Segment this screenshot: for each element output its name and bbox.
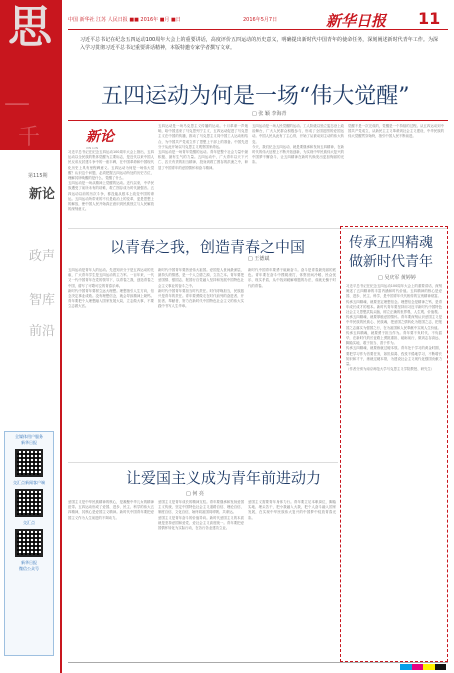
column-badge-sub: XIN LUN [86, 146, 99, 150]
color-bar-yellow [423, 664, 435, 670]
article-byline-4: □ 何 亮 [186, 491, 204, 497]
article-4-body-col-1 [68, 500, 154, 658]
paragraph: 习近平总书记在纪念五四运动100周年大会上的重要讲话，深刻阐述了五四精神的丰富内涵和时代价值。五四精神的核心是爱国、进步、民主、科学，是中国青年代代相传的宝贵精神财富。 [346, 284, 442, 299]
article-2-body-col-1 [68, 268, 154, 458]
article-1-body-col-1 [68, 150, 154, 226]
article-1-body-col-3 [252, 124, 344, 226]
section-tag-zhiku: 智库 [29, 293, 56, 308]
paragraph: 传承五四精魂，就要练就过硬本领。青年处于学习的黄金时期，要把学习作为首要任务，如饥似渴、孜孜不倦地学习，不断增长知识和才干，练就过硬本领，为建设社会主义现代化强国贡献力量。 [346, 346, 442, 367]
paragraph: 传承五四精魂，就要坚定理想信念。理想信念是精神之钙，是青年成长成才的根本。新时代青年要坚持用习近平新时代中国特色社会主义思想武装头脑，树立正确的世界观、人生观、价值观。 [346, 299, 442, 315]
ad-line: 新华日报 [21, 440, 37, 445]
article-4-body-col-2 [158, 500, 244, 658]
article-1-body-col-4 [348, 124, 444, 226]
article-2-body-col-3 [248, 268, 336, 458]
page-header [68, 8, 448, 30]
header-meta: 中国 新华社 江苏 人民日报 ■■ 2016年 ■月 ■日 [68, 17, 181, 23]
paragraph: （作者分别为南京师范大学马克思主义学院教授、研究生） [346, 367, 435, 372]
article-title-4[interactable]: 让爱国主义成为青年前进动力 [126, 469, 322, 487]
article-byline-2: □ 王德斌 [248, 256, 270, 262]
editor-intro: 习近平总书记在纪念五四运动100周年大会上的重要讲话，高度评价五四运动的历史意义，明确提出新时代中国青年的使命任务，深刻阐述新时代青年工作。为深入学习贯彻习近平总书记重要讲话精神，本版特邀专家学者撰写文章。 [80, 37, 438, 51]
section-divider [68, 462, 338, 463]
ad-line: 交汇点 [23, 520, 35, 525]
article-2-body-col-2 [158, 268, 244, 458]
article-title-1[interactable]: 五四运动为何是一场“伟大觉醒” [101, 84, 410, 109]
paragraph: 传承五四精魂，就要勇于担当作为。青年要不负时代、不负韶华，在新时代的长征路上勇挑重担、砥砺前行，做到志存高远、脚踏实地，敢于担当、善于作为。 [346, 330, 442, 346]
section-tag-xinlun: 新论 [29, 187, 56, 202]
article-title-2[interactable]: 以青春之我，创造青春之中国 [110, 238, 306, 256]
section-tag-zhengsheng: 政声 [29, 249, 56, 264]
article-1-body-col-2 [158, 124, 248, 226]
header-date: 2016年5月7日 [243, 17, 278, 23]
article-4-body-col-3 [248, 500, 336, 658]
article-byline-1: □ 张 颖 李海青 [252, 111, 287, 117]
masthead-logo: 新华日报 [326, 12, 387, 30]
column-badge-text: 新论 [86, 129, 114, 145]
ad-line: 微信公众号 [19, 566, 39, 571]
paragraph: 爱国主义是中华民族精神的核心，是凝聚中华儿女的精神纽带。五四运动形成了爱国、进步、民主、科学的伟大五四精神，其核心是爱国主义精神。新时代中国青年要把爱国主义作为人生前进的不竭动力。 [68, 500, 154, 520]
paragraph: 五四运动是一场人民觉醒的运动。工人阶级以独立姿态登上政治舞台，广大人民群众积极参与，形成了全国范围的爱国运动。中国人民从此有了主心骨，开始了从被动到主动的伟大转变。 [252, 124, 344, 144]
banner-faint-glyph: 千 [18, 125, 41, 150]
red-banner [0, 0, 60, 150]
paragraph: 爱国主义需要青年身体力行。青年要立足本职岗位，脚踏实地、埋头苦干，把小我融入大我，把个人奋斗融入国家发展，在实现中华民族伟大复兴的中国梦中绽放青春光彩。 [248, 500, 336, 520]
paragraph: 今天，我们纪念五四运动，就是要继承和发扬五四精神，在新时代的伟大征程上不断开拓创新，为实现中华民族伟大复兴的中国梦不懈奋斗，让五四精神在新时代焕发出更加绚丽的光彩。 [252, 144, 344, 165]
paragraph: 习近平总书记在纪念五四运动100周年大会上指出，五四运动以全民族的集体觉醒为主要标志，是近代以来中国人民反帝反封建斗争中的一座丰碑，在中国革命和中国现代化历史上具有里程碑意义。五四运动为何是一场伟大觉醒？认识这个问题，必须把握五四运动所处的历史方位，理解其所唤醒的是什么、觉醒了什么。 [68, 150, 154, 181]
banner-glyph: 思 [0, 0, 60, 55]
issue-number: 第115期 [28, 173, 48, 179]
page-number: 11 [418, 9, 441, 28]
paragraph: 五四运动是一场青年觉醒的运动。青年是整个社会力量中最积极、最有生气的力量。五四运动中，广大青年以天下兴亡、匹夫有责的担当精神，投身到救亡图存的洪流之中，彰显了中国青年的爱国情怀和奋斗精神。 [158, 150, 248, 170]
paragraph: 爱国主义是青年奋斗的价值导向。新时代爱国主义的本质就是坚持爱国和爱党、爱社会主义高度统一。青年要把爱国情怀转化为实际行动，在各行各业建功立业。 [158, 515, 244, 531]
paragraph: 五四运动是一场马克思主义传播的运动。十月革命一声炮响，给中国送来了马克思列宁主义，五四运动促进了马克思主义在中国的传播，推动了马克思主义同中国工人运动相结合，为中国共产党成立作了思想上干部上的准备。中国先进分子从此开始以马克思主义观察国家命运。 [158, 124, 248, 149]
paragraph: 传承五四精魂，就要厚植爱国情怀。青年要深刻认识爱国主义是中华民族的民族心、民族魂，把爱国之情转化为报国之志，把报国之志落实为强国之行，在为祖国和人民奉献中实现人生价值。 [346, 315, 442, 330]
article-rule [68, 120, 448, 121]
ad-line: 新华日报 [21, 560, 37, 565]
article-3-body [346, 284, 442, 656]
footer-rule [68, 662, 448, 663]
paragraph: 新时代中国青年要热爱伟大祖国。爱国是人世间最深层、最持久的情感，是一个人立德之源、立功之本。青年要把爱国情、强国志、报国行自觉融入坚持和发展中国特色社会主义事业的奋斗之中。 [158, 268, 244, 288]
banner-faint-glyph: — [4, 88, 30, 118]
print-color-bars [400, 664, 446, 670]
section-tag-qianyan: 前沿 [29, 324, 56, 339]
column-badge [86, 126, 132, 150]
paragraph: 新时代中国青年要树立远大理想。理想指引人生方向，信念决定事业成败。没有理想信念，就会导致精神上缺钙。青年要把个人理想融入国家发展大局，立志做大事，不要立志做大官。 [68, 288, 154, 309]
color-bar-cyan [400, 664, 412, 670]
color-bar-black [435, 664, 447, 670]
paragraph: 五四运动是一场从精神上觉醒的运动。近代以来，中华民族遭受了前所未有的劫难，救亡图存成为时代最强音。五四运动以前的历次斗争，都没能从根本上改变中国的命运。五四运动所带来的不仅是政治上的变革，更是思想上的解放，使中国人民开始真正意识到民族独立与人民解放的深刻意义。 [68, 181, 154, 212]
qr-code-icon[interactable] [15, 489, 43, 517]
vertical-divider [60, 0, 62, 673]
paragraph: 觉醒不是一次完成的，觉醒是一个持续的过程。从五四运动到中国共产党成立，从新民主主义革命到社会主义建设，中华民族的伟大觉醒贯穿始终，指引中国人民不断前进。 [348, 124, 444, 139]
paragraph: 五四运动是青年人的运动。先进知识分子是五四运动的先驱，广大青年学生是五四运动的主力军。一百年来，一代又一代中国青年在党的领导下，以青春之我，创造青春之中国，谱写了可歌可泣的青春乐章。 [68, 268, 154, 288]
ad-line: 全媒体用户服务 [15, 434, 43, 439]
ad-line: 交汇点新闻客户端 [13, 480, 45, 485]
paragraph: 新时代中国青年要担当时代责任。时代呼唤担当，民族振兴是青年的责任。青年要勇做走在时代前列的奋进者、开拓者、奉献者，努力在新时代中国特色社会主义的伟大实践中书写人生华章。 [158, 288, 244, 309]
paragraph: 新时代中国青年要勇于砥砺奋斗。奋斗是青春最亮丽的底色。青年要在奋斗中摸爬滚打，体察世间冷暖、民众忧乐、现实矛盾，从中找到破解难题的办法，成就无愧于时代的青春。 [248, 268, 336, 288]
media-service-ad[interactable] [4, 431, 54, 656]
color-bar-magenta [412, 664, 424, 670]
qr-code-icon[interactable] [15, 449, 43, 477]
article-byline-3: □ 吴庆军 黄婷婷 [378, 275, 416, 281]
paragraph: 爱国主义是青年成长的精神支柱。青年要继承和发扬爱国主义传统，坚定中国特色社会主义道路自信、理论自信、制度自信、文化自信，始终同祖国同呼吸、共命运。 [158, 500, 244, 515]
left-strip [0, 0, 60, 673]
qr-code-icon[interactable] [15, 529, 43, 557]
article-title-3[interactable]: 传承五四精魂做新时代青年 [349, 235, 433, 270]
